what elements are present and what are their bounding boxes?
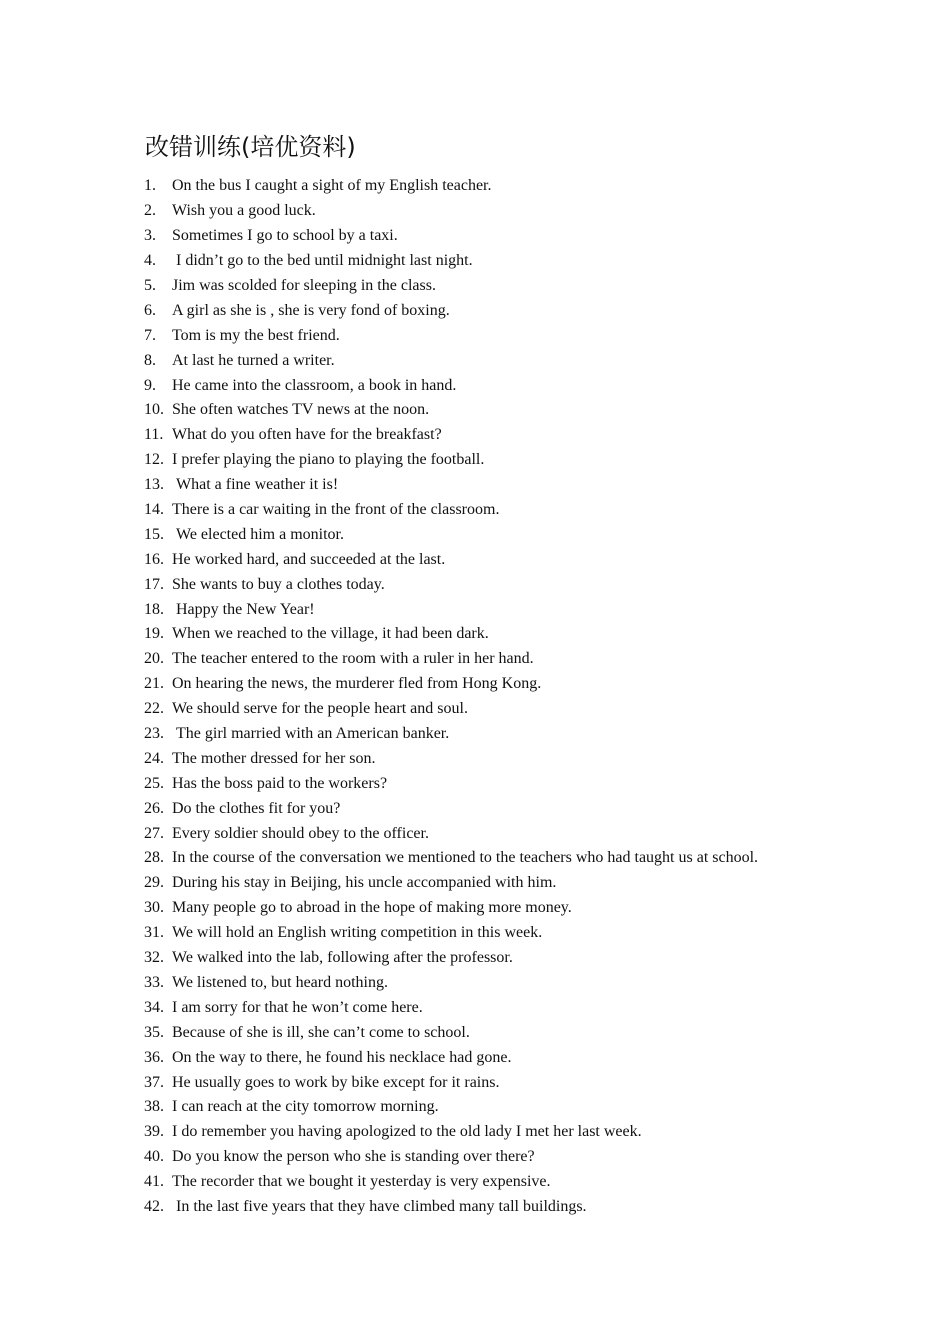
list-item [144, 921, 844, 946]
item-number: 14. [144, 501, 164, 519]
exercise-list [144, 174, 844, 1219]
item-number: 15. [144, 525, 164, 543]
list-item [144, 1120, 844, 1145]
item-sentence: The teacher entered to the room with a ruler in her hand. [172, 650, 534, 668]
list-item [144, 672, 844, 697]
item-sentence: We listened to, but heard nothing. [172, 973, 388, 991]
list-item [144, 572, 844, 597]
list-item [144, 1045, 844, 1070]
list-item [144, 995, 844, 1020]
item-number: 31. [144, 924, 164, 942]
item-sentence: I am sorry for that he won’t come here. [172, 998, 423, 1016]
list-item [144, 498, 844, 523]
list-item [144, 298, 844, 323]
item-number: 5. [144, 277, 156, 294]
item-sentence: The girl married with an American banker. [176, 725, 450, 743]
list-item [144, 174, 844, 199]
item-number: 22. [144, 700, 164, 718]
item-sentence: Do the clothes fit for you? [172, 799, 341, 817]
item-number: 26. [144, 799, 164, 817]
list-item [144, 821, 844, 846]
list-item [144, 971, 844, 996]
item-sentence: He came into the classroom, a book in hand. [172, 376, 457, 394]
list-item [144, 224, 844, 249]
item-number: 33. [144, 973, 164, 991]
item-sentence: Do you know the person who she is standing over there? [172, 1148, 535, 1166]
item-number: 8. [144, 351, 156, 369]
item-number: 35. [144, 1023, 164, 1041]
list-item [144, 796, 844, 821]
list-item [144, 871, 844, 896]
item-number: 12. [144, 451, 164, 469]
list-item [144, 423, 844, 448]
list-item [144, 323, 844, 348]
list-item [144, 249, 844, 274]
item-sentence: She often watches TV news at the noon. [172, 401, 430, 419]
list-item [144, 647, 844, 672]
item-sentence: We elected him a monitor. [176, 525, 344, 543]
item-number: 27. [144, 824, 164, 842]
list-item [144, 1095, 844, 1120]
list-item [144, 896, 844, 921]
item-sentence: I prefer playing the piano to playing the football. [172, 451, 485, 469]
item-number: 2. [144, 202, 156, 220]
item-number: 3. [144, 227, 156, 245]
item-sentence: On the way to there, he found his necklace had gone. [172, 1048, 512, 1066]
item-number: 11. [144, 426, 164, 444]
item-sentence: Many people go to abroad in the hope of making more money. [172, 899, 572, 917]
list-item [144, 199, 844, 224]
item-sentence: Has the boss paid to the workers? [172, 774, 388, 792]
list-item [144, 697, 844, 722]
list-item [144, 771, 844, 796]
item-sentence: There is a car waiting in the front of the classroom. [172, 501, 500, 519]
list-item [144, 547, 844, 572]
item-sentence: Every soldier should obey to the officer. [172, 824, 429, 842]
list-item [144, 746, 844, 771]
item-sentence: Wish you a good luck. [172, 202, 316, 220]
item-number: 9. [144, 376, 156, 394]
item-number: 20. [144, 650, 164, 668]
item-sentence: What do you often have for the breakfast? [172, 426, 442, 444]
item-sentence: On hearing the news, the murderer fled from Hong Kong. [172, 675, 542, 693]
list-item [144, 1170, 844, 1195]
item-number: 37. [144, 1073, 164, 1091]
item-sentence: At last he turned a writer. [172, 351, 335, 369]
item-sentence: He worked hard, and succeeded at the last. [172, 550, 446, 568]
item-number: 38. [144, 1098, 164, 1116]
list-item [144, 448, 844, 473]
item-number: 36. [144, 1048, 164, 1066]
item-number: 39. [144, 1123, 164, 1141]
list-item [144, 522, 844, 547]
item-number: 16. [144, 550, 164, 568]
item-sentence: During his stay in Beijing, his uncle accompanied with him. [172, 874, 557, 892]
page-title: 改错训练(培优资料) [145, 133, 356, 161]
item-sentence: I can reach at the city tomorrow morning. [172, 1098, 439, 1116]
item-number: 23. [144, 725, 164, 743]
item-number: 24. [144, 749, 164, 767]
item-sentence: Jim was scolded for sleeping in the class. [172, 277, 436, 294]
item-number: 1. [144, 177, 156, 195]
list-item [144, 846, 844, 871]
list-item [144, 1070, 844, 1095]
item-number: 40. [144, 1148, 164, 1166]
item-sentence: In the last five years that they have climbed many tall buildings. [176, 1197, 587, 1215]
item-number: 28. [144, 849, 164, 867]
list-item [144, 1145, 844, 1170]
item-number: 4. [144, 252, 156, 270]
item-sentence: When we reached to the village, it had been dark. [172, 625, 489, 643]
list-item [144, 622, 844, 647]
list-item [144, 274, 844, 299]
item-number: 30. [144, 899, 164, 917]
item-number: 25. [144, 774, 164, 792]
item-sentence: On the bus I caught a sight of my English teacher. [172, 177, 492, 195]
item-number: 7. [144, 326, 156, 344]
item-number: 21. [144, 675, 164, 693]
item-sentence: The mother dressed for her son. [172, 749, 376, 767]
item-number: 18. [144, 600, 164, 618]
item-sentence: A girl as she is , she is very fond of boxing. [172, 301, 450, 319]
item-sentence: Sometimes I go to school by a taxi. [172, 227, 398, 245]
item-number: 29. [144, 874, 164, 892]
item-sentence: The recorder that we bought it yesterday is very expensive. [172, 1173, 551, 1191]
list-item [144, 373, 844, 398]
item-number: 34. [144, 998, 164, 1016]
item-sentence: We should serve for the people heart and soul. [172, 700, 468, 718]
list-item [144, 473, 844, 498]
item-number: 42. [144, 1197, 164, 1215]
list-item [144, 722, 844, 747]
list-item [144, 348, 844, 373]
item-sentence: Tom is my the best friend. [172, 326, 340, 344]
item-sentence: Happy the New Year! [176, 600, 315, 618]
item-number: 19. [144, 625, 164, 643]
item-number: 17. [144, 575, 164, 593]
item-sentence: We walked into the lab, following after the professor. [172, 949, 513, 967]
item-number: 10. [144, 401, 164, 419]
item-number: 13. [144, 476, 164, 494]
item-number: 6. [144, 301, 156, 319]
item-sentence: She wants to buy a clothes today. [172, 575, 385, 593]
item-sentence: What a fine weather it is! [176, 476, 339, 494]
item-sentence: He usually goes to work by bike except for it rains. [172, 1073, 500, 1091]
list-item [144, 946, 844, 971]
list-item [144, 1020, 844, 1045]
item-number: 41. [144, 1173, 164, 1191]
item-number: 32. [144, 949, 164, 967]
list-item [144, 597, 844, 622]
item-sentence: We will hold an English writing competition in this week. [172, 924, 543, 942]
item-sentence: In the course of the conversation we mentioned to the teachers who had taught us at school. [172, 849, 759, 867]
list-item [144, 398, 844, 423]
item-sentence: I do remember you having apologized to the old lady I met her last week. [172, 1123, 642, 1141]
item-sentence: Because of she is ill, she can’t come to school. [172, 1023, 470, 1041]
list-item [144, 1195, 844, 1220]
item-sentence: I didn’t go to the bed until midnight last night. [176, 252, 473, 270]
